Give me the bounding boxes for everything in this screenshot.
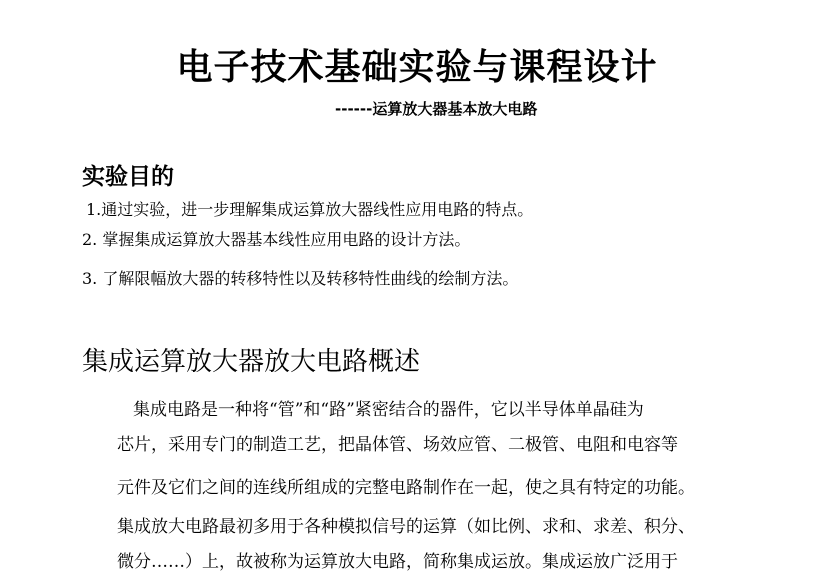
document-subtitle: ------运算放大器基本放大电路 [335,100,538,118]
objective-item: 1.通过实验，进一步理解集成运算放大器线性应用电路的特点。 [86,200,534,219]
section-heading-objective: 实验目的 [82,164,174,190]
paragraph-line: 集成放大电路最初多用于各种模拟信号的运算（如比例、求和、求差、积分、 [117,517,695,537]
objective-item: 3. 了解限幅放大器的转移特性以及转移特性曲线的绘制方法。 [82,269,519,288]
section-heading-overview: 集成运算放大器放大电路概述 [82,347,421,377]
document-title: 电子技术基础实验与课程设计 [176,47,658,88]
paragraph-line: 元件及它们之间的连线所组成的完整电路制作在一起，使之具有特定的功能。 [117,478,695,498]
objective-item: 2. 掌握集成运算放大器基本线性应用电路的设计方法。 [82,230,471,249]
paragraph-line: 芯片，采用专门的制造工艺，把晶体管、场效应管、二极管、电阻和电容等 [117,435,678,455]
paragraph-line: 微分……）上，故被称为运算放大电路，简称集成运放。集成运放广泛用于 [117,552,678,572]
paragraph-line: 集成电路是一种将“管”和“路”紧密结合的器件，它以半导体单晶硅为 [133,400,644,420]
